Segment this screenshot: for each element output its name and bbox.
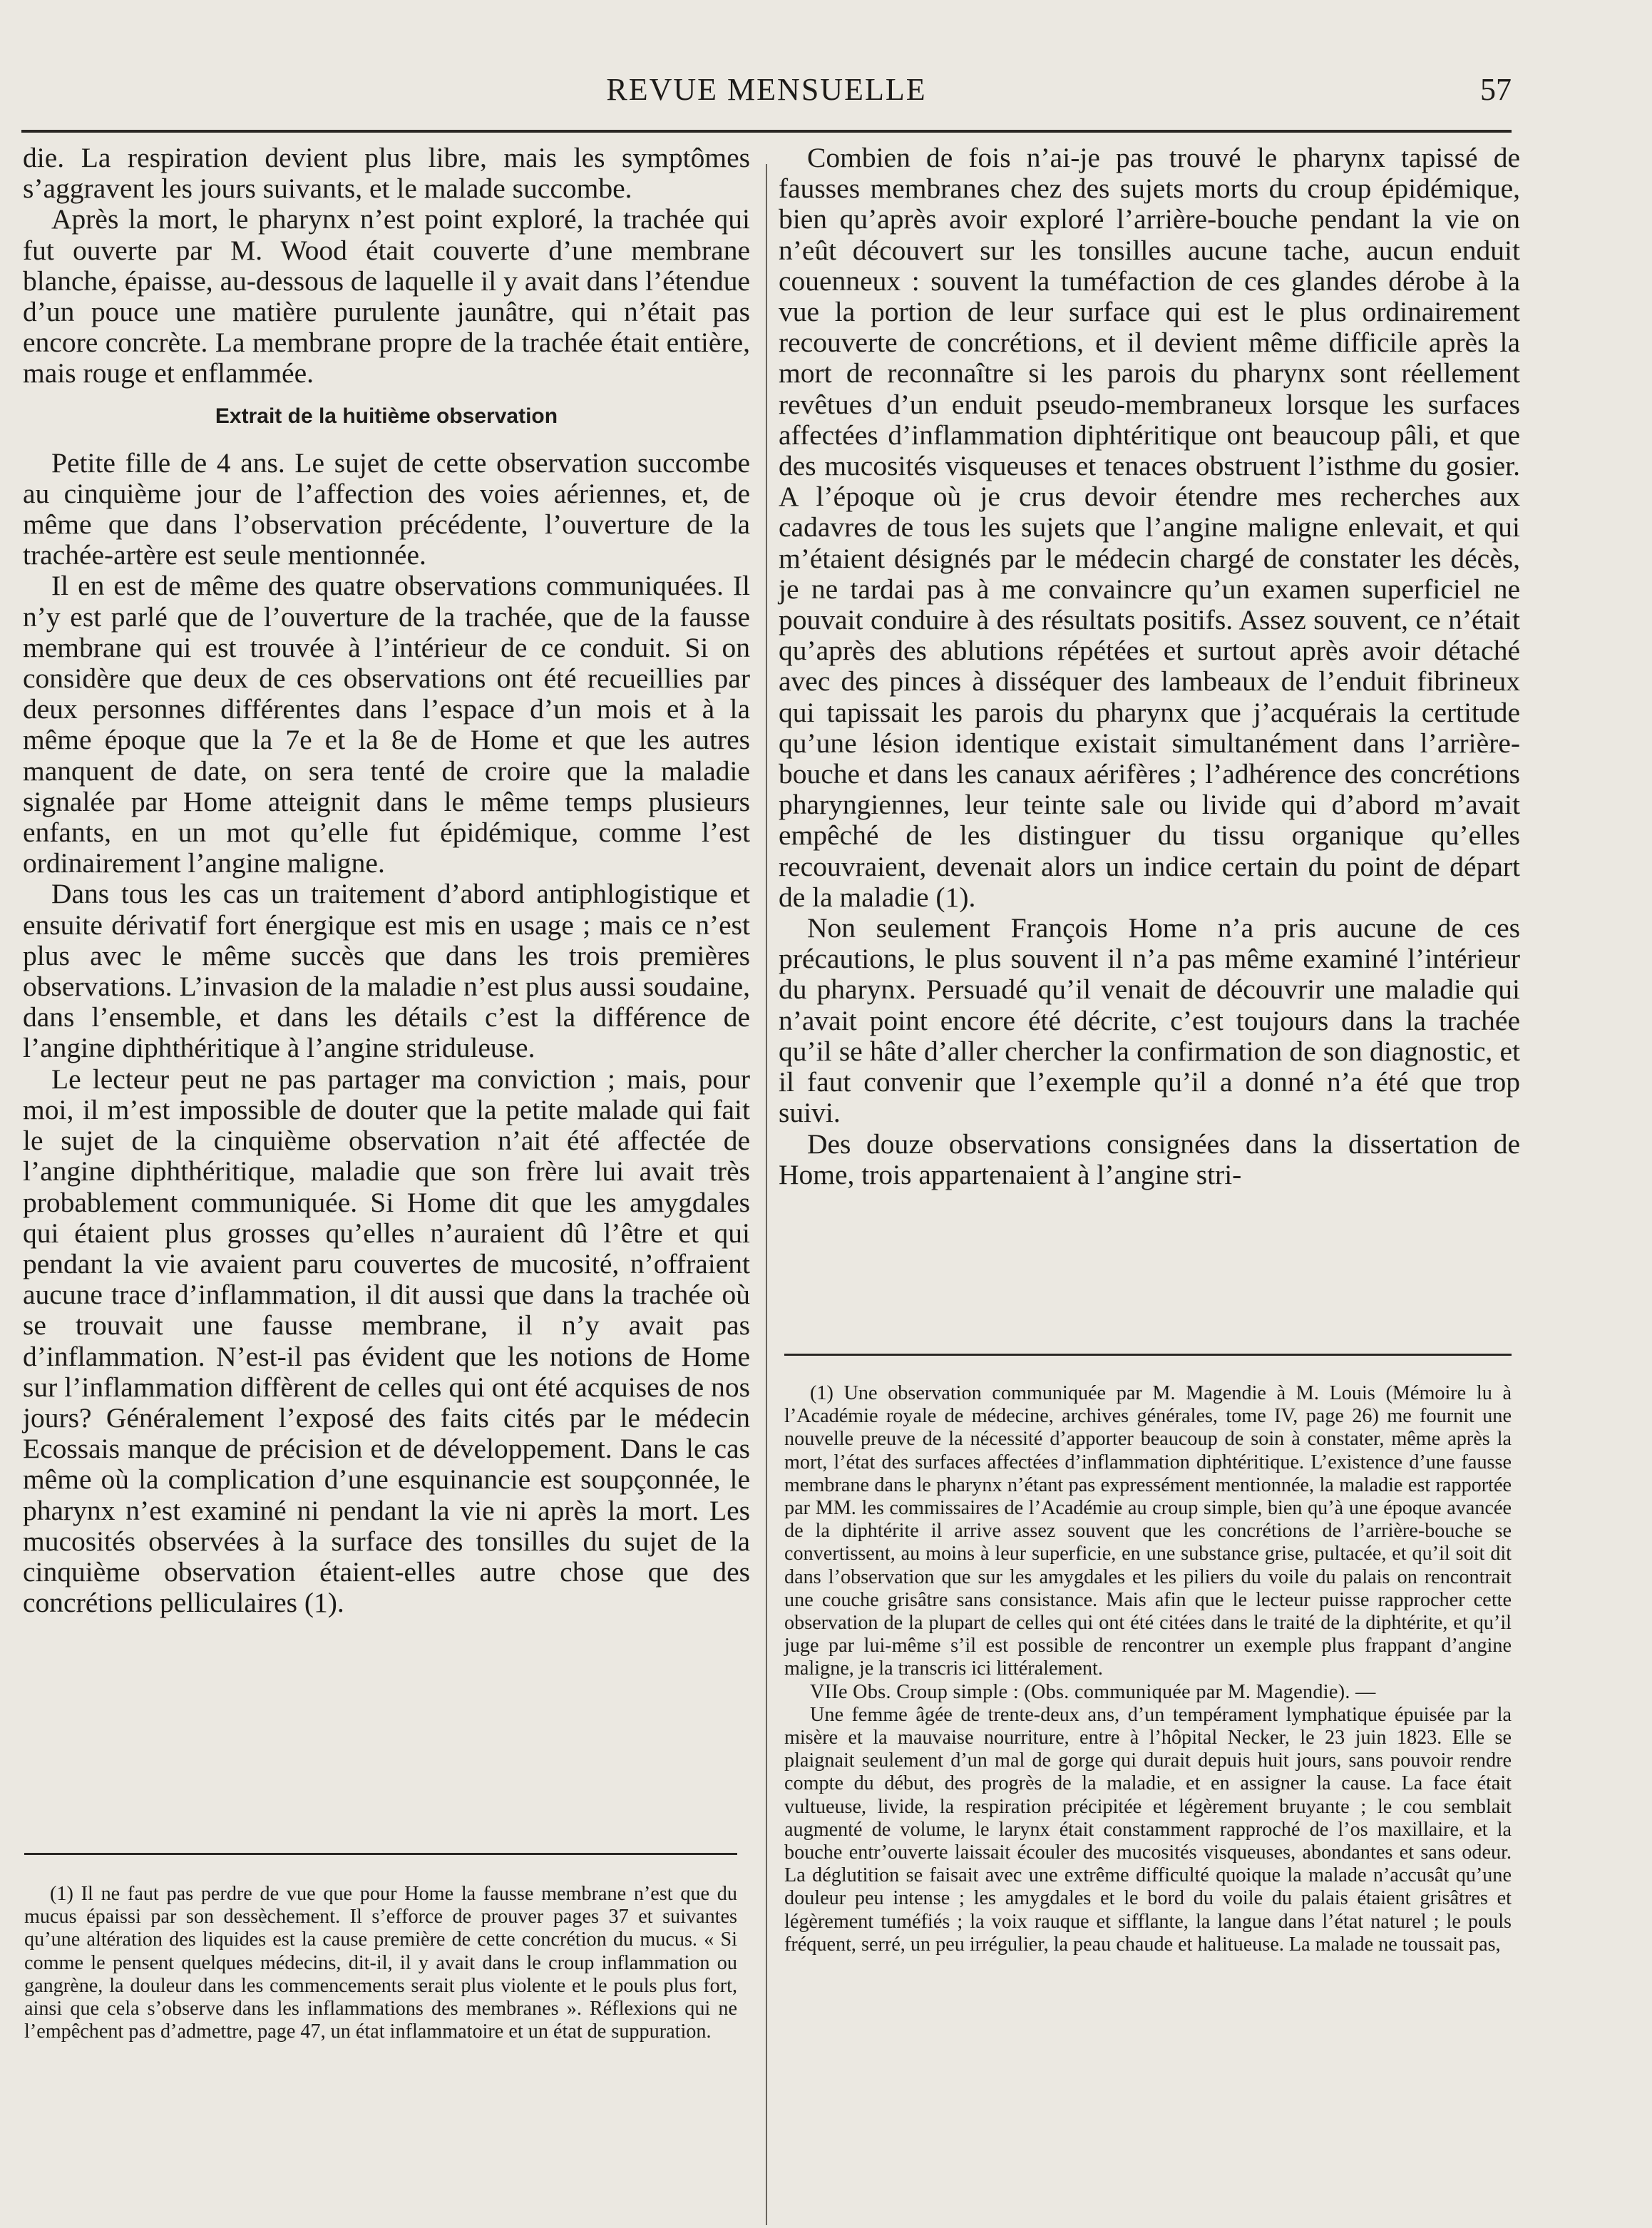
observation-heading: VIIe Obs. Croup simple : (Obs. communiquée par M. Magendie). — [810,1680,1376,1703]
paragraph: Des douze observations consignées dans la dissertation de Home, trois appartenaient à l’angine stri- [779,1128,1520,1190]
section-heading: Extrait de la huitième observation [215,404,558,428]
paragraph: Dans tous les cas un traitement d’abord antiphlogistique et ensuite dérivatif fort énergique est mis en usage ; mais ce n’est plus avec le même succès que dans les trois premières observations. L’invasion de la maladie n’est plus aussi soudaine, dans l’ensemble, et dans les détails c’est la différence de l’angine diphthéritique à l’angine striduleuse. [23,878,750,1064]
paragraph: Combien de fois n’ai-je pas trouvé le pharynx tapissé de fausses membranes chez des sujets morts du croup épidémique, bien qu’après avoir exploré l’arrière-bouche pendant la vie on n’eût découvert sur les tonsilles aucune tache, aucun enduit couenneux : souvent la tuméfaction de ces glandes dérobe à la vue la portion de leur surface qui est le plus ordinairement recouverte de concrétions, et il devient même difficile après la mort de reconnaître si les parois du pharynx sont réellement revêtues d’un enduit pseudo-membraneux lorsque les surfaces affectées d’inflammation diphtéritique ont beaucoup pâli, et que des mucosités visqueuses et tenaces obstruent l’isthme du gosier. A l’époque où je crus devoir étendre mes recherches aux cadavres de tous les sujets que l’angine maligne enlevait, et qui m’étaient désignés par le médecin chargé de constater les décès, je ne tardai pas à me convaincre qu’un examen superficiel ne pouvait conduire à des résultats positifs. Assez souvent, ce n’était qu’après des ablutions répétées et surtout après avoir détaché avec des pinces à disséquer des lambeaux de l’enduit fibrineux qui tapissait les parois du pharynx que j’acquérais la certitude qu’une lésion identique existait simultanément dans l’arrière-bouche et dans les canaux aérifères ; l’adhérence des concrétions pharyngiennes, leur teinte sale ou livide qui d’abord m’avait empêché de les distinguer du tissu organique qu’elles recouvraient, devenait alors un indice certain du point de départ de la maladie (1). [779,142,1520,913]
column-divider [766,164,767,2225]
footnote-text: (1) Il ne faut pas perdre de vue que pour Home la fausse membrane n’est que du mucus épaissi par son dessèchement. Il s’efforce de prouver pages 37 et suivantes qu’une altération des liquides est la cause première de cette concrétion du mucus. « Si comme le pensent quelques médecins, dit-il, il y avait dans le croup inflammation ou gangrène, la douleur dans les commencements serait plus violente et le pouls plus fort, ainsi que cela s’observe dans les inflammations des membranes ». Réflexions qui ne l’empêchent pas d’admettre, page 47, un état inflammatoire et un état de suppuration. [24,1883,737,2043]
paragraph: Après la mort, le pharynx n’est point exploré, la trachée qui fut ouverte par M. Wood était couverte d’une membrane blanche, épaisse, au-dessous de laquelle il y avait dans l’étendue d’un pouce une matière purulente jaunâtre, qui n’était pas encore concrète. La membrane propre de la trachée était entière, mais rouge et enflammée. [23,203,750,389]
footnote-text: (1) Une observation communiquée par M. Magendie à M. Louis (Mémoire lu à l’Académie royale de médecine, archives générales, tome IV, page 26) me fournit une nouvelle preuve de la nécessité d’apporter beaucoup de soin à constater, même après la mort, l’état des surfaces affectées d’inflammation diphtéritique. L’existence d’une fausse membrane dans le pharynx n’étant pas expressément mentionnée, la maladie est rapportée par MM. les commissaires de l’Académie au croup simple, bien qu’à une époque avancée de la diphtérite il arrive assez souvent que les concrétions de l’arrière-bouche se convertissent, au moins à leur superficie, en une substance grise, pultacée, et qu’il soit dit dans l’observation que sur les amygdales et les piliers du voile du palais on rencontrait une couche grisâtre sans consistance. Mais afin que le lecteur puisse rapprocher cette observation de la plupart de celles qui ont été citées dans le traité de la diphtérite, et qu’il juge par lui-même s’il est possible de rencontrer un exemple plus frappant d’angine maligne, je la transcris ici littéralement. [784,1382,1512,1680]
paragraph: Petite fille de 4 ans. Le sujet de cette observation succombe au cinquième jour de l’affection des voies aériennes, et, de même que dans l’observation précédente, l’ouverture de la trachée-artère est seule mentionnée. [23,446,750,571]
footnote-text: Une femme âgée de trente-deux ans, d’un tempérament lymphatique épuisée par la misère et la mauvaise nourriture, entre à l’hôpital Necker, le 23 juin 1823. Elle se plaignait seulement d’un mal de gorge qui durait depuis huit jours, sans pouvoir rendre compte du début, des progrès de la maladie, et en assigner la cause. La face était vultueuse, livide, la respiration précipitée et légèrement bruyante ; le cou semblait augmenté de volume, le larynx était constamment rapproché de l’os maxillaire, et la bouche entr’ouverte laissait écouler des mucosités visqueuses, abondantes et sans odeur. La déglutition se faisait avec une extrême difficulté quoique la malade n’accusât qu’une douleur peu intense ; les amygdales et le bord du voile du palais étaient grisâtres et légèrement tuméfiés ; la voix rauque et sifflante, la langue dans l’état naturel ; le pouls fréquent, serré, un peu irrégulier, la peau chaude et halitueuse. La malade ne toussait pas, [784,1703,1512,1956]
footnote-rule [784,1354,1512,1356]
footnote-right [784,1382,1512,1956]
paragraph: Non seulement François Home n’a pris aucune de ces précautions, le plus souvent il n’a pas même examiné l’intérieur du pharynx. Persuadé qu’il venait de découvrir une maladie qui n’avait point encore été décrite, c’est toujours dans la trachée qu’il se hâte d’aller chercher la confirmation de son diagnostic, et il faut convenir que l’exemple qu’il a donné n’a été que trop suivi. [779,912,1520,1129]
footnote-left [24,1883,737,2043]
paragraph: Le lecteur peut ne pas partager ma conviction ; mais, pour moi, il m’est impossible de douter que la petite malade qui fait le sujet de la cinquième observation n’ait été affectée de l’angine diphthéritique, maladie que son frère lui avait très probablement communiquée. Si Home dit que les amygdales qui étaient plus grosses qu’elles n’auraient dû l’être et qui pendant la vie avaient paru couvertes de mucosité, n’offraient aucune trace d’inflammation, il dit aussi que dans la trachée où se trouvait une fausse membrane, il n’y avait pas d’inflammation. N’est-il pas évident que les notions de Home sur l’inflammation diffèrent de celles qui ont été acquises de nos jours? Généralement l’exposé des faits cités par le médecin Ecossais manque de précision et de développement. Dans le cas même où la complication d’une esquinancie est soupçonnée, le pharynx n’est examiné ni pendant la vie ni après la mort. Les mucosités observées à la surface des tonsilles du sujet de la cinquième observation étaient-elles autre chose que des concrétions pelliculaires (1). [23,1063,750,1619]
right-column [779,143,1520,1190]
page-number: 57 [1480,72,1512,107]
paragraph: Il en est de même des quatre observations communiquées. Il n’y est parlé que de l’ouverture de la trachée, que de la fausse membrane qui est trouvée à l’intérieur de ce conduit. Si on considère que deux de ces observations ont été recueillies par deux personnes différentes dans l’espace d’un mois et à la même époque que la 7e et la 8e de Home et que les autres manquent de date, on sera tenté de croire que la maladie signalée par Home atteignit dans le même temps plusieurs enfants, en un mot qu’elle fut épidémique, comme l’est ordinairement l’angine maligne. [23,570,750,879]
running-title: REVUE MENSUELLE [606,72,927,107]
left-column [23,143,750,1618]
footnote-rule [24,1853,737,1855]
page-header [21,64,1512,114]
paragraph: die. La respiration devient plus libre, mais les symptômes s’aggravent les jours suivants, et le malade succombe. [23,142,750,205]
header-rule [21,130,1512,133]
